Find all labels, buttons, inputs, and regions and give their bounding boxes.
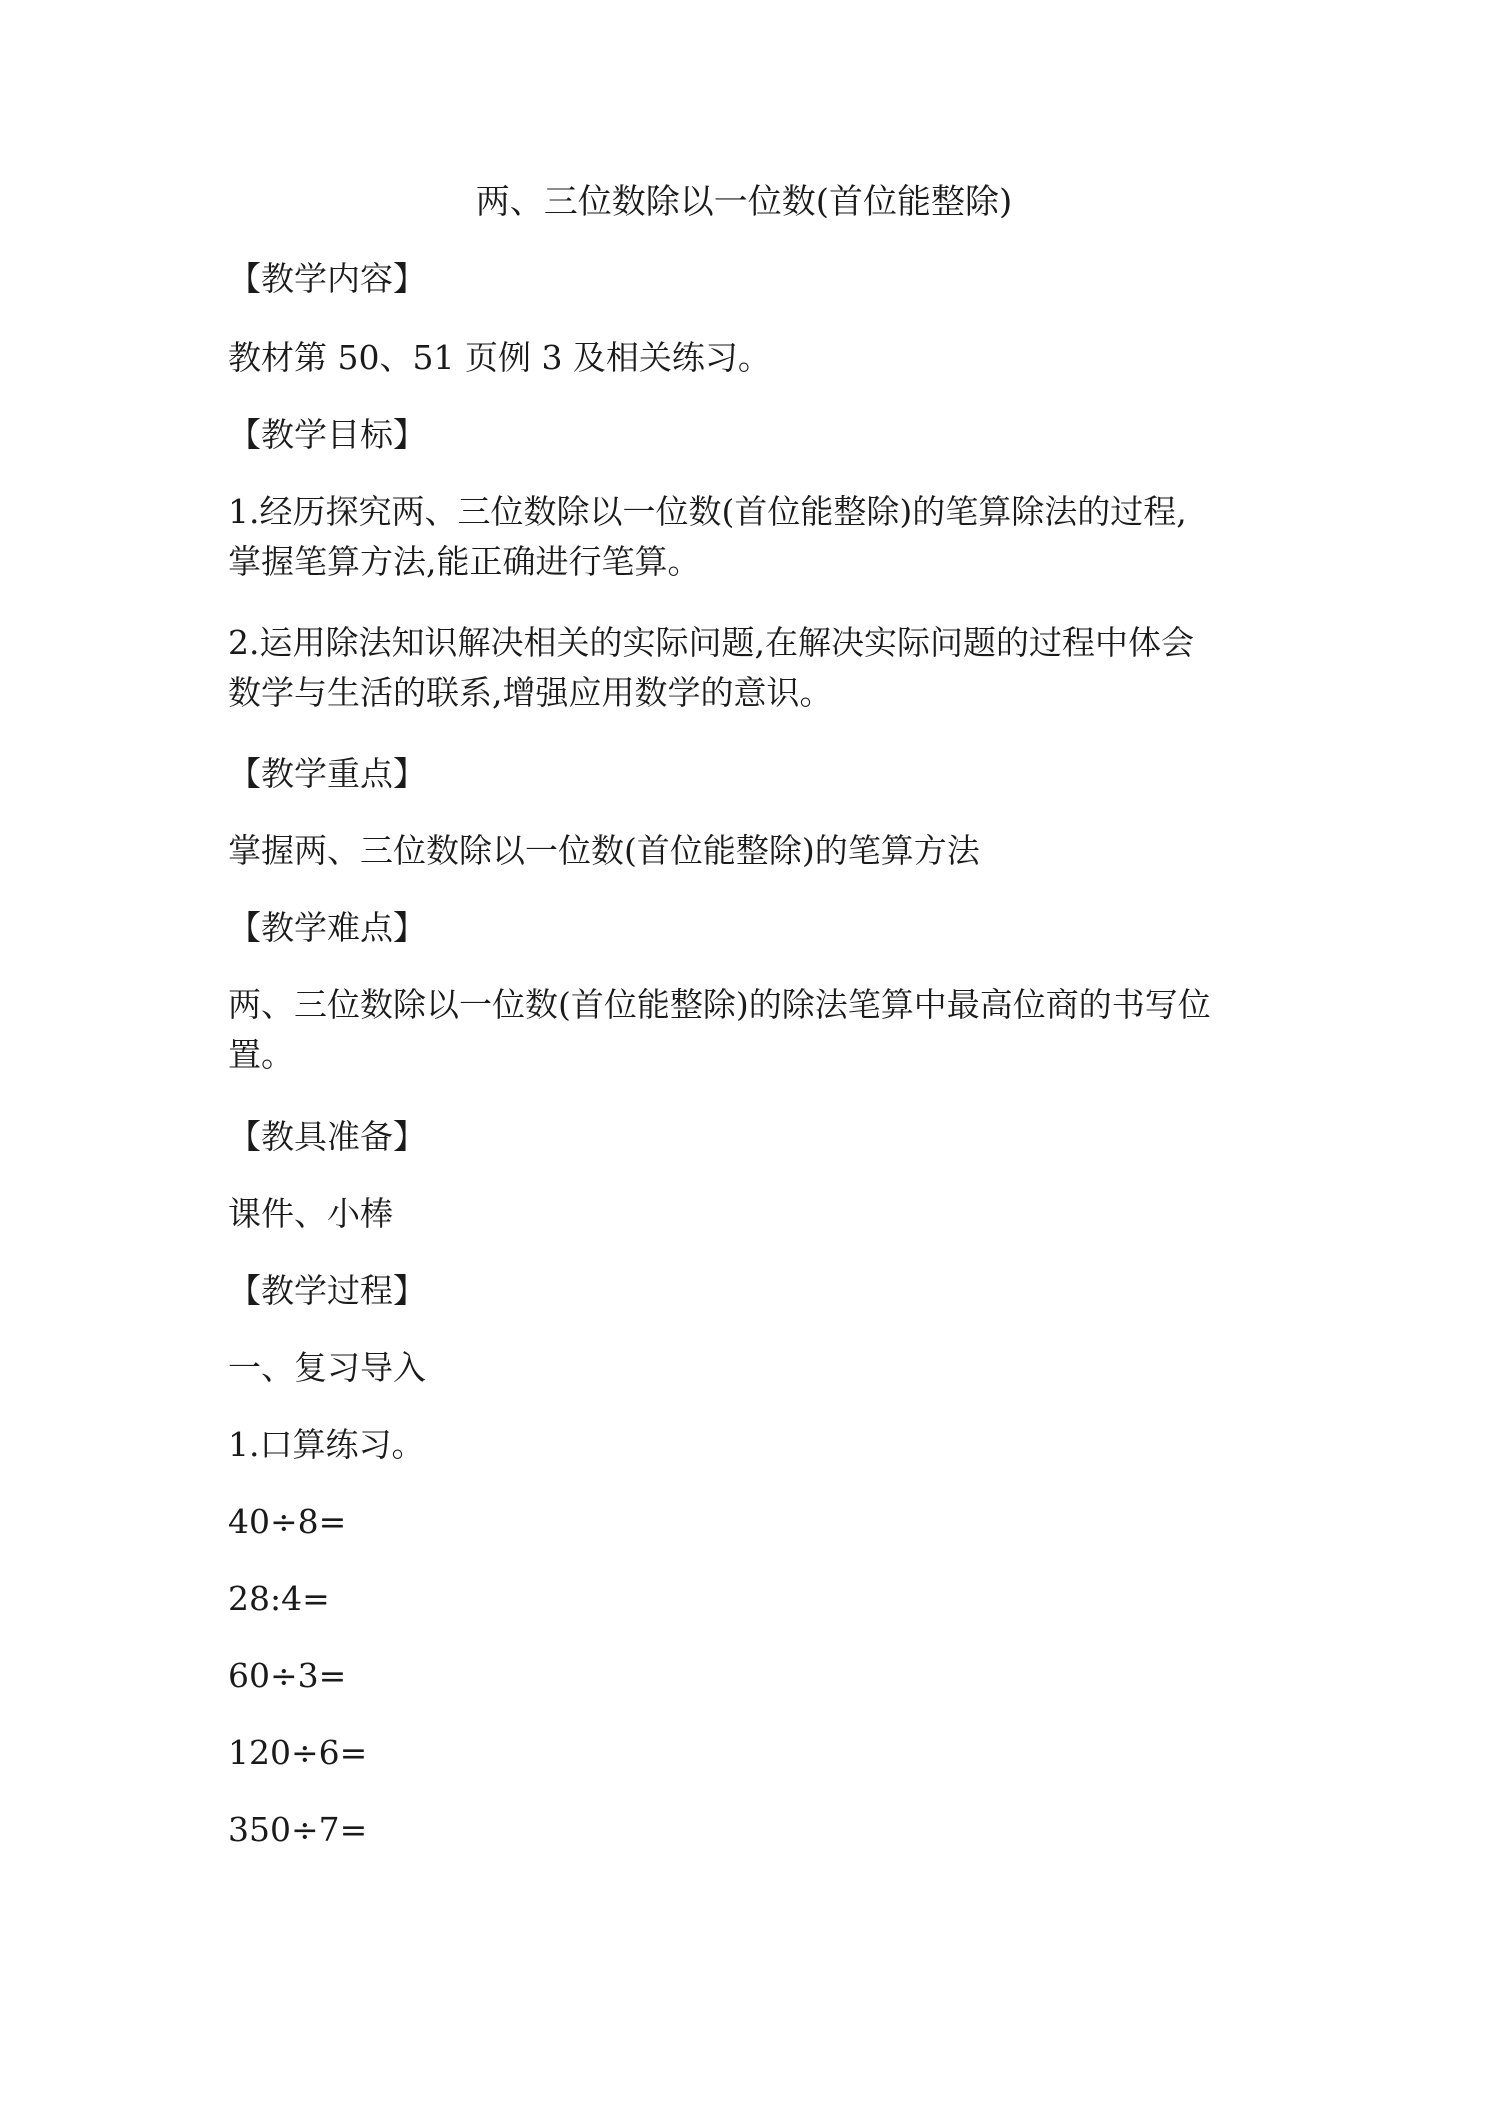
document-title: 两、三位数除以一位数(首位能整除) [475, 182, 1013, 222]
content-heading: 【教学内容】 [228, 259, 426, 298]
goal-2 [228, 618, 1268, 718]
key-heading: 【教学重点】 [228, 754, 426, 793]
oral-practice: 1.口算练习。 [228, 1425, 425, 1464]
process-heading: 【教学过程】 [228, 1271, 426, 1310]
step-1-heading: 一、复习导入 [228, 1348, 426, 1387]
tools-text: 课件、小棒 [228, 1194, 393, 1233]
difficulty-line-2: 置。 [228, 1035, 294, 1074]
exercise-5: 350÷7= [228, 1810, 368, 1849]
goal-1 [228, 487, 1268, 587]
exercise-1: 40÷8= [228, 1502, 347, 1541]
difficulty-line-1: 两、三位数除以一位数(首位能整除)的除法笔算中最高位商的书写位 [228, 985, 1211, 1024]
goal-1-line-1: 1.经历探究两、三位数除以一位数(首位能整除)的笔算除法的过程, [228, 492, 1187, 531]
goals-heading: 【教学目标】 [228, 415, 426, 454]
difficulty-heading: 【教学难点】 [228, 908, 426, 947]
exercise-4: 120÷6= [228, 1733, 368, 1772]
content-text: 教材第 50、51 页例 3 及相关练习。 [228, 338, 771, 377]
goal-1-line-2: 掌握笔算方法,能正确进行笔算。 [228, 542, 701, 581]
goal-2-line-1: 2.运用除法知识解决相关的实际问题,在解决实际问题的过程中体会 [228, 623, 1194, 662]
goal-2-line-2: 数学与生活的联系,增强应用数学的意识。 [228, 673, 833, 712]
tools-heading: 【教具准备】 [228, 1117, 426, 1156]
exercise-3: 60÷3= [228, 1656, 347, 1695]
difficulty-text [228, 980, 1268, 1080]
exercise-2: 28:4= [228, 1579, 330, 1618]
key-text: 掌握两、三位数除以一位数(首位能整除)的笔算方法 [228, 831, 980, 870]
